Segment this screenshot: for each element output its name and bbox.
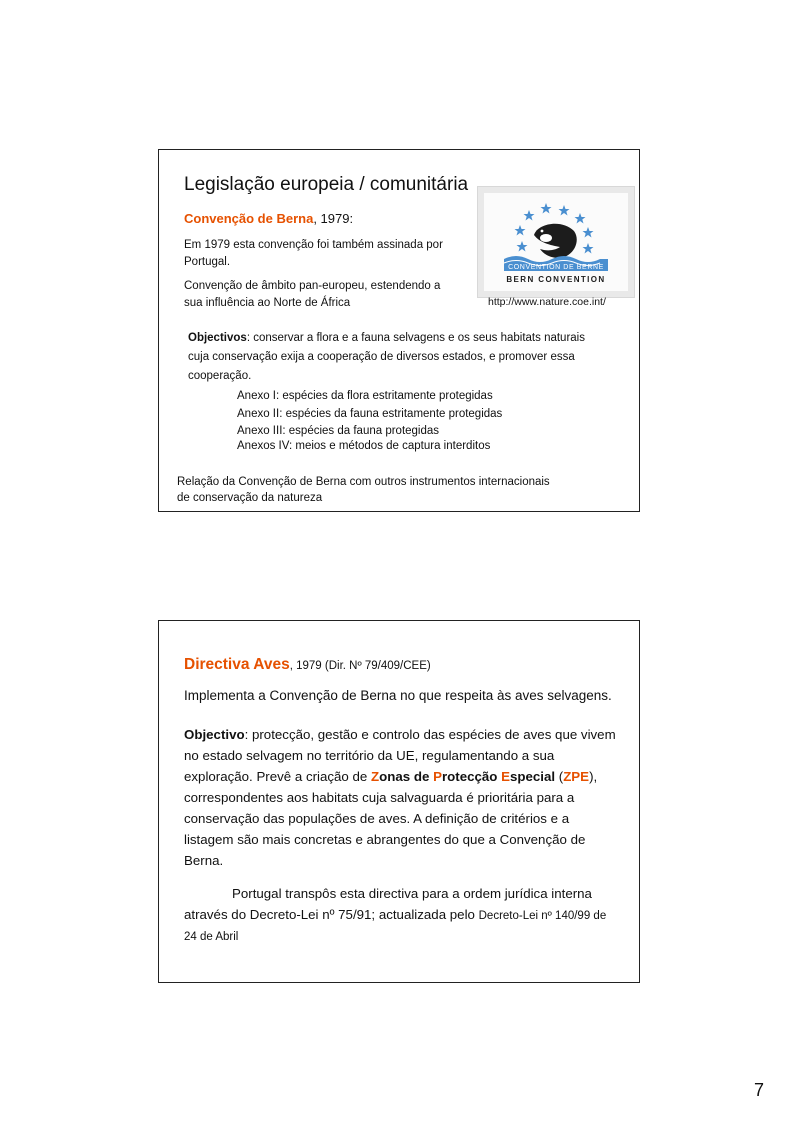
objectives-paragraph: [188, 329, 585, 386]
zpe-word: onas de: [379, 769, 434, 784]
zpe-paren: (: [555, 769, 564, 784]
objectives-line: cooperação.: [188, 370, 252, 382]
objective-text: : protecção, gestão e controlo das espécies de aves que vivem: [244, 727, 616, 742]
relation-line: Relação da Convenção de Berna com outros instrumentos internacionais: [177, 476, 550, 488]
bern-convention-logo: [477, 186, 635, 298]
objective-line: Berna.: [184, 853, 224, 868]
implements-paragraph: Implementa a Convenção de Berna no que respeita às aves selvagens.: [184, 688, 612, 703]
heading-year: , 1979: [289, 660, 322, 672]
objectives-line: [188, 329, 585, 348]
paragraph-line: Em 1979 esta convenção foi também assinada por: [184, 239, 443, 251]
objective-line: [184, 724, 616, 745]
objective-text: exploração. Prevê a criação de: [184, 769, 372, 784]
logo-text-bottom: BERN CONVENTION: [506, 275, 606, 284]
zpe-letter: E: [501, 769, 510, 784]
objective-line: correspondentes aos habitats cuja salvaguarda é prioritária para a: [184, 790, 575, 805]
heading-ref: (Dir. Nº 79/409/CEE): [321, 660, 431, 672]
transposition-line: [184, 904, 606, 927]
bern-convention-highlight: Convenção de Berna: [184, 211, 314, 226]
objective-paragraph: [184, 724, 616, 871]
logo-inner: [484, 193, 628, 291]
otter-stars-icon: [484, 193, 628, 291]
annex-item: Anexo I: espécies da flora estritamente protegidas: [237, 390, 493, 402]
paragraph-line: Convenção de âmbito pan-europeu, estendendo a: [184, 280, 441, 292]
annex-item: Anexo II: espécies da fauna estritamente protegidas: [237, 407, 503, 420]
objective-line: conservação das populações de aves. A definição de critérios e a: [184, 811, 570, 826]
annex-item: Anexo III: espécies da fauna protegidas: [237, 425, 440, 437]
transposition-decree: Decreto-Lei nº 140/99 de: [478, 910, 607, 922]
annex-item: Anexos IV: meios e métodos de captura interditos: [237, 439, 491, 452]
objectives-line: cuja conservação exija a cooperação de diversos estados, e promover essa: [188, 351, 575, 363]
relation-line: de conservação da natureza: [177, 492, 323, 504]
relation-paragraph: [177, 474, 550, 506]
objective-line: no estado selvagem no território da UE, regulamentando a sua: [184, 748, 555, 763]
slide-heading: [184, 656, 431, 674]
objective-line: listagem são mais concretas e abrangentes do que a Convenção de: [184, 832, 586, 847]
objective-label: Objectivo: [184, 727, 245, 742]
subtitle-year: , 1979:: [313, 211, 354, 226]
slide-subtitle: [184, 211, 353, 226]
zpe-paren: ),: [589, 769, 598, 784]
zpe-word: rotecção: [441, 769, 502, 784]
logo-text-top: CONVENTION DE BERNE: [508, 264, 604, 271]
annex-list: [237, 388, 502, 455]
logo-url: http://www.nature.coe.int/: [488, 296, 606, 308]
objective-line-zpe: [184, 766, 616, 787]
zpe-letter: P: [433, 769, 442, 784]
transposition-line: 24 de Abril: [184, 931, 239, 943]
transposition-line: Portugal transpôs esta directiva para a ordem jurídica interna: [232, 886, 592, 901]
paragraph-signed: [184, 237, 443, 271]
page-number: 7: [754, 1080, 765, 1100]
zpe-letter: Z: [371, 769, 380, 784]
zpe-abbreviation: ZPE: [563, 769, 590, 784]
slide-title: Legislação europeia / comunitária: [184, 174, 469, 195]
objectives-text: : conservar a flora e a fauna selvagens e os seus habitats naturais: [246, 332, 585, 344]
paragraph-line: Portugal.: [184, 256, 231, 268]
zpe-word: special: [509, 769, 556, 784]
slide-bern-convention: [158, 149, 640, 512]
objectives-label: Objectivos: [188, 332, 247, 344]
transposition-text: através do Decreto-Lei nº 75/91; actualizada pelo: [184, 907, 479, 922]
paragraph-scope: [184, 278, 440, 312]
paragraph-line: sua influência ao Norte de África: [184, 297, 351, 309]
transposition-paragraph: [184, 883, 606, 948]
slide-birds-directive: [158, 620, 640, 983]
birds-directive-highlight: Directiva Aves: [184, 656, 290, 673]
